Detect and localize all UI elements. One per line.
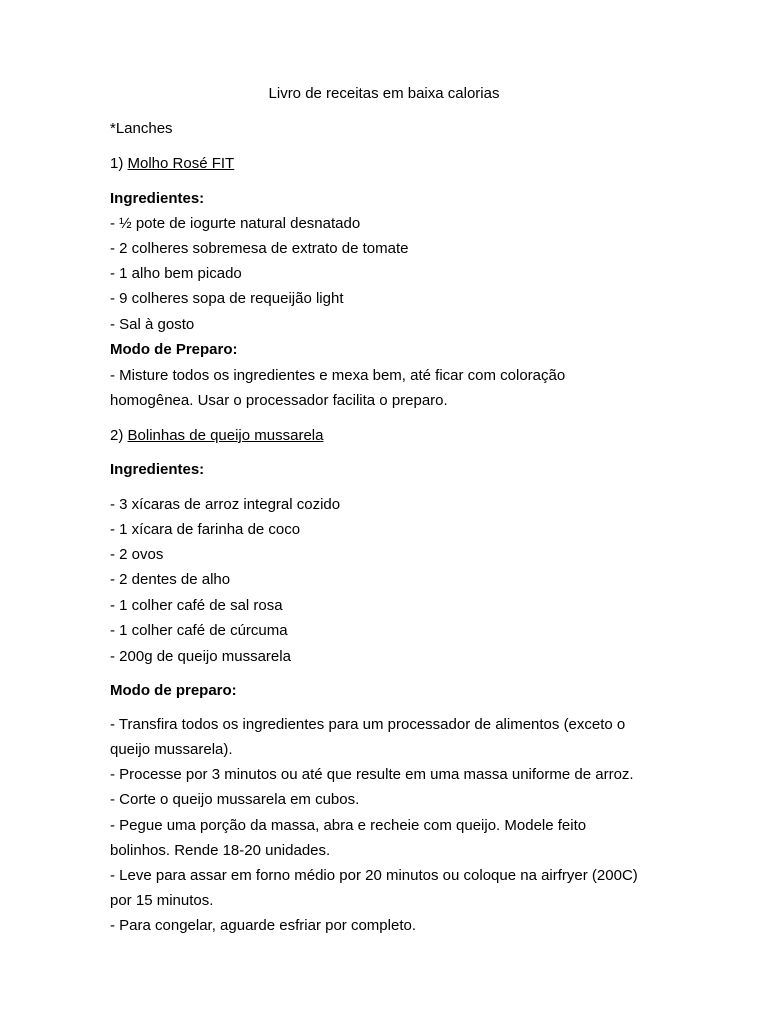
recipe-2-method-line: - Leve para assar em forno médio por 20 minutos ou coloque na airfryer (200C): [110, 867, 638, 884]
recipe-2-title: [110, 426, 323, 446]
section-heading: *Lanches: [110, 120, 173, 137]
recipe-2-method-line: queijo mussarela).: [110, 741, 233, 758]
recipe-1-ingredient: - 9 colheres sopa de requeijão light: [110, 290, 344, 307]
recipe-1-name: Molho Rosé FIT: [127, 155, 235, 172]
recipe-2-ingredient: - 200g de queijo mussarela: [110, 648, 291, 665]
recipe-2-ingredient: - 1 xícara de farinha de coco: [110, 521, 301, 538]
recipe-1-number: 1): [110, 155, 124, 172]
recipe-2-method-line: - Corte o queijo mussarela em cubos.: [110, 791, 360, 808]
recipe-1-title: [110, 154, 234, 174]
recipe-2-ingredient: - 2 ovos: [110, 546, 164, 563]
recipe-2-method-line: - Processe por 3 minutos ou até que resulte em uma massa uniforme de arroz.: [110, 766, 634, 783]
recipe-2-method-heading: Modo de preparo:: [110, 682, 237, 699]
recipe-2-method-line: - Transfira todos os ingredientes para um processador de alimentos (exceto o: [110, 716, 626, 733]
recipe-2-ingredient: - 2 dentes de alho: [110, 571, 231, 588]
recipe-2-ingredient: - 1 colher café de sal rosa: [110, 597, 283, 614]
recipe-1-ingredient: - ½ pote de iogurte natural desnatado: [110, 215, 361, 232]
recipe-2-name: Bolinhas de queijo mussarela: [127, 427, 324, 444]
recipe-2-ingredient: - 1 colher café de cúrcuma: [110, 622, 288, 639]
recipe-2-ingredients-heading: Ingredientes:: [110, 461, 205, 478]
recipe-1-method-line: - Misture todos os ingredientes e mexa bem, até ficar com coloração: [110, 367, 566, 384]
recipe-2-ingredient: - 3 xícaras de arroz integral cozido: [110, 496, 341, 513]
recipe-1-method-heading: Modo de Preparo:: [110, 341, 238, 358]
recipe-2-method-line: - Para congelar, aguarde esfriar por completo.: [110, 917, 416, 934]
recipe-1-ingredient: - Sal à gosto: [110, 316, 195, 333]
recipe-2-method-line: - Pegue uma porção da massa, abra e recheie com queijo. Modele feito: [110, 817, 587, 834]
recipe-2-method-line: por 15 minutos.: [110, 892, 214, 909]
recipe-1-ingredient: - 1 alho bem picado: [110, 265, 242, 282]
recipe-2-number: 2): [110, 427, 124, 444]
recipe-1-ingredient: - 2 colheres sobremesa de extrato de tomate: [110, 240, 409, 257]
document-title: Livro de receitas em baixa calorias: [268, 85, 500, 102]
recipe-1-method-line: homogênea. Usar o processador facilita o preparo.: [110, 392, 448, 409]
recipe-2-method-line: bolinhos. Rende 18-20 unidades.: [110, 842, 331, 859]
recipe-1-ingredients-heading: Ingredientes:: [110, 190, 205, 207]
